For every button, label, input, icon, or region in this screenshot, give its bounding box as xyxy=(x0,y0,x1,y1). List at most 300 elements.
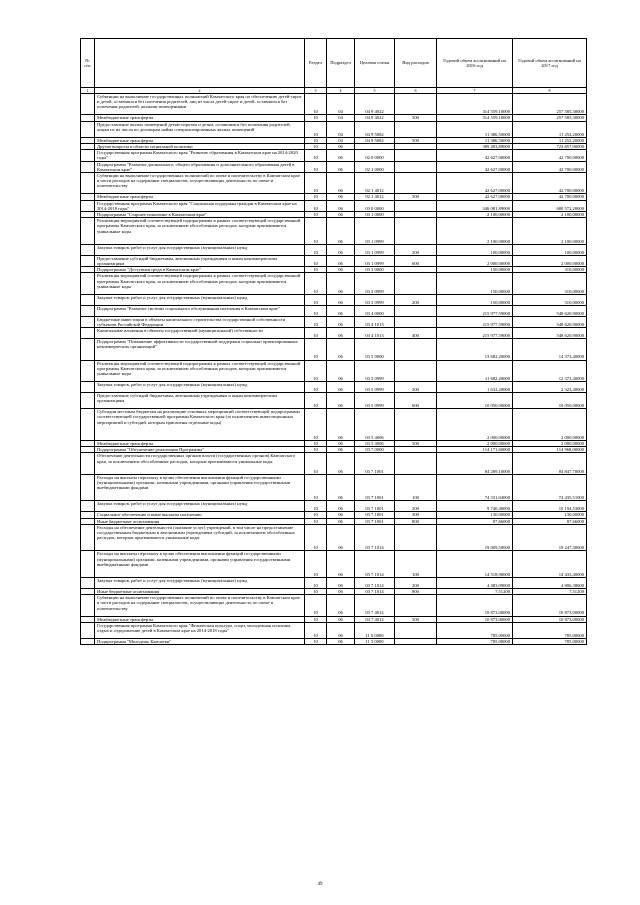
target-article-cell: 03 5 4006 xyxy=(355,440,395,446)
item-name-cell: Субвенции на выполнение государственных полномочий по опеке и попечительству в Камчатском крае в части расходов на содержание специалистов, осуществляющих деятельность по опеке и попечительству xyxy=(95,173,305,194)
column-number: 4 xyxy=(327,88,355,94)
item-name-cell: Другие вопросы в области социальной политики xyxy=(95,143,305,149)
row-number-cell xyxy=(81,381,95,392)
subsection-cell: 06 xyxy=(327,588,355,594)
column-number: 7 xyxy=(437,88,513,94)
target-article-cell: 03 4 1013 xyxy=(355,328,395,339)
item-name-cell: Закупка товаров, работ и услуг для государственных (муниципальных) нужд xyxy=(95,244,305,255)
expense-type-cell xyxy=(395,409,437,441)
amount-2016-cell: 785,00000 xyxy=(437,638,513,644)
subsection-cell: 06 xyxy=(327,381,355,392)
table-row xyxy=(81,392,587,408)
row-number-cell xyxy=(81,501,95,512)
amount-2016-cell: 2 100,00000 xyxy=(437,218,513,245)
section-cell: 10 xyxy=(305,316,327,327)
item-name-cell: Межбюджетные трансферты xyxy=(95,137,305,143)
item-name-cell: Субвенции на выполнение государственных полномочий Камчатского края по обеспечению детей-сирот и детей, оставшихся без попечения родителей, лиц из числа детей-сирот и детей, оставшихся без попечения родителей, жилыми помещениями xyxy=(95,94,305,115)
expense-type-cell xyxy=(395,273,437,294)
amount-2016-cell: 10 050,00000 xyxy=(437,392,513,408)
amount-2017-cell: 310,00000 xyxy=(513,294,587,305)
table-row xyxy=(81,150,587,161)
table-row xyxy=(81,453,587,474)
subsection-cell: 06 xyxy=(327,173,355,194)
expense-type-cell: 200 xyxy=(395,381,437,392)
row-number-cell xyxy=(81,409,95,441)
amount-2017-cell: 130,00000 xyxy=(513,512,587,518)
expense-type-cell: 200 xyxy=(395,294,437,305)
item-name-cell: Бюджетные инвестиции в объекты капитального строительства государственной собственности субъектов Российской Федерации xyxy=(95,316,305,327)
amount-2016-cell: 10 873,00000 xyxy=(437,595,513,616)
item-name-cell: Расходы на обеспечение деятельности (оказание услуг) учреждений, в том числе на предоставление государственным бюджетным и автономным учреждениям субсидий, за исключением обособленных расходов, которым присваиваются уникальные коды xyxy=(95,524,305,551)
item-name-cell: Межбюджетные трансферты xyxy=(95,115,305,121)
section-cell: 10 xyxy=(305,161,327,172)
item-name-cell: Подпрограмма "Развитие дошкольного, общего образования и дополнительного образования детей в Камчатском крае" xyxy=(95,161,305,172)
subsection-cell: 04 xyxy=(327,137,355,143)
amount-2016-cell: 84 289,10000 xyxy=(437,453,513,474)
table-row xyxy=(81,200,587,211)
item-name-cell: Закупка товаров, работ и услуг для государственных (муниципальных) нужд xyxy=(95,381,305,392)
subsection-cell: 06 xyxy=(327,474,355,501)
amount-2016-cell: 11 682,20000 xyxy=(437,360,513,381)
amount-2016-cell: 215 977,59000 xyxy=(437,328,513,339)
amount-2017-cell: 114 968,00000 xyxy=(513,447,587,453)
section-cell: 10 xyxy=(305,305,327,316)
header-cell: Годовой объем ассигнований на 2017 год xyxy=(513,39,587,88)
table-row xyxy=(81,524,587,551)
row-number-cell xyxy=(81,305,95,316)
amount-2016-cell: 130,00000 xyxy=(437,512,513,518)
amount-2016-cell: 114 171,60000 xyxy=(437,447,513,453)
target-article-cell: 02 1 4012 xyxy=(355,194,395,200)
amount-2017-cell: 257 585,30000 xyxy=(513,94,587,115)
target-article-cell: 03 7 1014 xyxy=(355,577,395,588)
header-cell: Вид расходов xyxy=(395,39,437,88)
target-article-cell: 03 5 0999 xyxy=(355,381,395,392)
amount-2016-cell: 9 740,40000 xyxy=(437,501,513,512)
target-article-cell: 03 5 0999 xyxy=(355,360,395,381)
target-article-cell: 03 0 0000 xyxy=(355,200,395,211)
target-article-cell: 04 9 5082 xyxy=(355,121,395,137)
section-cell: 10 xyxy=(305,267,327,273)
amount-2016-cell: 19 009,50000 xyxy=(437,524,513,551)
expense-type-cell: 500 xyxy=(395,137,437,143)
expense-type-cell xyxy=(395,524,437,551)
target-article-cell: 02 1 4012 xyxy=(355,173,395,194)
row-number-cell xyxy=(81,339,95,360)
table-row xyxy=(81,244,587,255)
table-row xyxy=(81,474,587,501)
expense-type-cell xyxy=(395,360,437,381)
table-row xyxy=(81,218,587,245)
subsection-cell: 04 xyxy=(327,121,355,137)
subsection-cell: 06 xyxy=(327,150,355,161)
item-name-cell: Иные бюджетные ассигнования xyxy=(95,518,305,524)
column-number: 3 xyxy=(305,88,327,94)
amount-2017-cell: 2 000,00000 xyxy=(513,409,587,441)
amount-2016-cell: 2 100,00000 xyxy=(437,212,513,218)
amount-2017-cell: 2 100,00000 xyxy=(513,212,587,218)
amount-2017-cell: 310,00000 xyxy=(513,267,587,273)
section-cell: 10 xyxy=(305,212,327,218)
table-row xyxy=(81,409,587,441)
amount-2017-cell: 84 847,70000 xyxy=(513,453,587,474)
section-cell: 10 xyxy=(305,115,327,121)
amount-2017-cell: 11 252,20000 xyxy=(513,121,587,137)
item-name-cell: Предоставление субсидий бюджетным, автономным учреждениям и иным некоммерческим организациям xyxy=(95,392,305,408)
row-number-cell xyxy=(81,316,95,327)
amount-2016-cell: 215 977,59000 xyxy=(437,316,513,327)
subsection-cell: 06 xyxy=(327,161,355,172)
expense-type-cell xyxy=(395,595,437,616)
item-name-cell: Государственная программа Камчатского края "Социальная поддержка граждан в Камчатском крае на 2014-2018 годы" xyxy=(95,200,305,211)
item-name-cell: Иные бюджетные ассигнования xyxy=(95,588,305,594)
subsection-cell: 06 xyxy=(327,595,355,616)
section-cell: 10 xyxy=(305,94,327,115)
table-row xyxy=(81,577,587,588)
subsection-cell: 06 xyxy=(327,409,355,441)
target-article-cell: 04 9 5082 xyxy=(355,137,395,143)
amount-2017-cell: 10 194,53000 xyxy=(513,501,587,512)
item-name-cell: Предоставление жилых помещений детям-сиротам и детям, оставшимся без попечения родителей, лицам из их числа по договорам найма специализированных жилых помещений xyxy=(95,121,305,137)
item-name-cell: Государственная программа Камчатского края "Развитие образования в Камчатском крае на 2014-2020 годы" xyxy=(95,150,305,161)
subsection-cell: 06 xyxy=(327,440,355,446)
row-number-cell xyxy=(81,622,95,638)
row-number-cell xyxy=(81,328,95,339)
item-name-cell: Межбюджетные трансферты xyxy=(95,440,305,446)
item-name-cell: Расходы на выплаты персоналу в целях обеспечения выполнения функций государственными (муниципальными) органами, казенными учреждениями, органами управления государственными внебюджетными фондами xyxy=(95,474,305,501)
section-cell: 10 xyxy=(305,273,327,294)
section-cell: 10 xyxy=(305,360,327,381)
target-article-cell: 03 7 4012 xyxy=(355,616,395,622)
amount-2016-cell: 2 000,00000 xyxy=(437,409,513,441)
expense-type-cell xyxy=(395,638,437,644)
row-number-cell xyxy=(81,638,95,644)
subsection-cell: 06 xyxy=(327,622,355,638)
amount-2017-cell: 42 700,00000 xyxy=(513,161,587,172)
table-row xyxy=(81,305,587,316)
item-name-cell: Межбюджетные трансферты xyxy=(95,616,305,622)
table-header-row xyxy=(81,39,587,88)
row-number-cell xyxy=(81,121,95,137)
table-row xyxy=(81,360,587,381)
expense-type-cell: 200 xyxy=(395,577,437,588)
expense-type-cell: 100 xyxy=(395,551,437,578)
target-article-cell: 03 5 0999 xyxy=(355,392,395,408)
expense-type-cell xyxy=(395,316,437,327)
section-cell: 10 xyxy=(305,551,327,578)
table-row xyxy=(81,328,587,339)
section-cell: 10 xyxy=(305,294,327,305)
amount-2017-cell: 548 620,90000 xyxy=(513,316,587,327)
section-cell: 10 xyxy=(305,447,327,453)
section-cell: 10 xyxy=(305,409,327,441)
amount-2016-cell: 7,51200 xyxy=(437,588,513,594)
row-number-cell xyxy=(81,453,95,474)
target-article-cell: 03 7 1014 xyxy=(355,551,395,578)
amount-2017-cell: 19 247,30000 xyxy=(513,524,587,551)
section-cell: 10 xyxy=(305,595,327,616)
amount-2016-cell: 2 000,00000 xyxy=(437,255,513,266)
item-name-cell: Подпрограмма "Развитие системы социального обслуживания населения в Камчатском крае" xyxy=(95,305,305,316)
amount-2017-cell: 74 435,51000 xyxy=(513,474,587,501)
section-cell: 10 xyxy=(305,440,327,446)
target-article-cell: 03 4 0000 xyxy=(355,305,395,316)
amount-2016-cell: 87,66000 xyxy=(437,518,513,524)
amount-2017-cell: 680 572,20000 xyxy=(513,200,587,211)
amount-2016-cell: 150,00000 xyxy=(437,273,513,294)
header-cell: Годовой объем ассигнований на 2016 год xyxy=(437,39,513,88)
amount-2017-cell: 7,51200 xyxy=(513,588,587,594)
table-body xyxy=(81,94,587,645)
subsection-cell: 06 xyxy=(327,294,355,305)
item-name-cell: Подпрограмма "Доступная среда в Камчатском крае" xyxy=(95,267,305,273)
item-name-cell: Расходы на выплаты персоналу в целях обеспечения выполнения функций государственными (муниципальными) органами, казенными учреждениями, органами управления государственными внебюджетными фондами xyxy=(95,551,305,578)
section-cell: 10 xyxy=(305,501,327,512)
expense-type-cell: 500 xyxy=(395,115,437,121)
subsection-cell: 06 xyxy=(327,328,355,339)
row-number-cell xyxy=(81,577,95,588)
expense-type-cell: 600 xyxy=(395,392,437,408)
item-name-cell: Подпрограмма "Обеспечение реализации Программы" xyxy=(95,447,305,453)
table-row xyxy=(81,501,587,512)
subsection-cell: 04 xyxy=(327,115,355,121)
subsection-cell: 06 xyxy=(327,501,355,512)
amount-2016-cell: 13 682,20000 xyxy=(437,339,513,360)
table-row xyxy=(81,173,587,194)
expense-type-cell xyxy=(395,150,437,161)
row-number-cell xyxy=(81,150,95,161)
subsection-cell: 04 xyxy=(327,94,355,115)
table-row xyxy=(81,381,587,392)
target-article-cell: 03 1 0000 xyxy=(355,212,395,218)
amount-2017-cell: 100,00000 xyxy=(513,244,587,255)
section-cell: 10 xyxy=(305,143,327,149)
subsection-cell: 06 xyxy=(327,392,355,408)
column-number: 2 xyxy=(95,88,305,94)
target-article-cell: 11 0 0000 xyxy=(355,622,395,638)
column-number: 6 xyxy=(395,88,437,94)
amount-2016-cell: 42 627,00000 xyxy=(437,194,513,200)
target-article-cell: 03 1 0999 xyxy=(355,218,395,245)
item-name-cell: Закупка товаров, работ и услуг для государственных (муниципальных) нужд xyxy=(95,577,305,588)
table-row xyxy=(81,94,587,115)
row-number-cell xyxy=(81,244,95,255)
section-cell: 10 xyxy=(305,194,327,200)
section-cell: 10 xyxy=(305,622,327,638)
table-row xyxy=(81,638,587,644)
target-article-cell: 03 3 0999 xyxy=(355,273,395,294)
amount-2017-cell: 14 433,40000 xyxy=(513,551,587,578)
amount-2017-cell: 548 620,90000 xyxy=(513,305,587,316)
item-name-cell: Закупка товаров, работ и услуг для государственных (муниципальных) нужд xyxy=(95,294,305,305)
amount-2017-cell: 42 700,00000 xyxy=(513,194,587,200)
page-number: 49 xyxy=(317,882,323,887)
amount-2016-cell: 314 559,10000 xyxy=(437,94,513,115)
subsection-cell: 06 xyxy=(327,244,355,255)
amount-2016-cell: 11 386,50000 xyxy=(437,121,513,137)
subsection-cell: 06 xyxy=(327,255,355,266)
section-cell: 10 xyxy=(305,173,327,194)
section-cell: 10 xyxy=(305,339,327,360)
column-number: 8 xyxy=(513,88,587,94)
item-name-cell: Реализация мероприятий соответствующей подпрограммы в рамках соответствующей государственной программы Камчатского края, за исключением обособленных расходов, которым присваиваются уникальные коды xyxy=(95,273,305,294)
expense-type-cell xyxy=(395,305,437,316)
column-number: 1 xyxy=(81,88,95,94)
row-number-cell xyxy=(81,595,95,616)
amount-2016-cell: 346 081,89000 xyxy=(437,200,513,211)
amount-2016-cell: 150,00000 xyxy=(437,267,513,273)
item-name-cell: Реализация мероприятий соответствующей подпрограммы в рамках соответствующей государственной программы Камчатского края, за исключением обособленных расходов, которым присваиваются уникальные коды xyxy=(95,218,305,245)
section-cell: 10 xyxy=(305,453,327,474)
amount-2017-cell: 42 700,00000 xyxy=(513,150,587,161)
section-cell: 10 xyxy=(305,577,327,588)
amount-2016-cell: 314 559,10000 xyxy=(437,115,513,121)
amount-2016-cell: 4 483,09000 xyxy=(437,577,513,588)
amount-2017-cell: 11 252,20000 xyxy=(513,137,587,143)
item-name-cell: Реализация мероприятий соответствующей подпрограммы в рамках соответствующей государственной программы Камчатского края, за исключением обособленных расходов, которым присваиваются уникальные коды xyxy=(95,360,305,381)
amount-2017-cell: 548 620,90000 xyxy=(513,328,587,339)
subsection-cell: 06 xyxy=(327,453,355,474)
expense-type-cell: 500 xyxy=(395,440,437,446)
amount-2017-cell: 2 000,00000 xyxy=(513,440,587,446)
document-page xyxy=(80,38,586,645)
subsection-cell: 06 xyxy=(327,143,355,149)
amount-2017-cell: 310,00000 xyxy=(513,273,587,294)
expense-type-cell: 800 xyxy=(395,518,437,524)
expense-type-cell: 200 xyxy=(395,244,437,255)
amount-2016-cell: 11 386,50000 xyxy=(437,137,513,143)
amount-2017-cell: 2 323,40000 xyxy=(513,381,587,392)
amount-2017-cell: 42 700,00000 xyxy=(513,173,587,194)
expense-type-cell xyxy=(395,218,437,245)
target-article-cell: 03 7 1001 xyxy=(355,512,395,518)
table-row xyxy=(81,316,587,327)
item-name-cell: Капитальные вложения в объекты государственной (муниципальной) собственности xyxy=(95,328,305,339)
section-cell: 10 xyxy=(305,518,327,524)
section-cell: 10 xyxy=(305,638,327,644)
amount-2017-cell: 14 373,40000 xyxy=(513,339,587,360)
target-article-cell: 03 7 1001 xyxy=(355,518,395,524)
header-cell: Целевая статья xyxy=(355,39,395,88)
header-cell: Раздел xyxy=(305,39,327,88)
section-cell: 10 xyxy=(305,200,327,211)
amount-2017-cell: 87,66000 xyxy=(513,518,587,524)
amount-2017-cell: 2 000,00000 xyxy=(513,255,587,266)
subsection-cell: 06 xyxy=(327,339,355,360)
expense-type-cell xyxy=(395,622,437,638)
target-article-cell: 02 0 0000 xyxy=(355,150,395,161)
table-row xyxy=(81,339,587,360)
amount-2016-cell: 42 627,00000 xyxy=(437,161,513,172)
amount-2016-cell: 389 403,89000 xyxy=(437,143,513,149)
target-article-cell: 03 3 0999 xyxy=(355,294,395,305)
amount-2017-cell: 257 585,30000 xyxy=(513,115,587,121)
target-article-cell: 03 7 1001 xyxy=(355,501,395,512)
section-cell: 10 xyxy=(305,137,327,143)
amount-2016-cell: 2 000,00000 xyxy=(437,440,513,446)
row-number-cell xyxy=(81,255,95,266)
expense-type-cell xyxy=(395,453,437,474)
subsection-cell: 06 xyxy=(327,577,355,588)
row-number-cell xyxy=(81,273,95,294)
section-cell: 10 xyxy=(305,244,327,255)
item-name-cell: Обеспечение деятельности государственных органов власти (государственных органов) Камчатского края, за исключением обособленных расходов, которым присваиваются уникальные коды xyxy=(95,453,305,474)
subsection-cell: 06 xyxy=(327,638,355,644)
section-cell: 10 xyxy=(305,392,327,408)
amount-2016-cell: 42 627,00000 xyxy=(437,150,513,161)
table-row xyxy=(81,622,587,638)
expense-type-cell: 200 xyxy=(395,501,437,512)
expense-type-cell: 500 xyxy=(395,616,437,622)
target-article-cell: 04 9 4022 xyxy=(355,94,395,115)
target-article-cell: 02 1 0000 xyxy=(355,161,395,172)
amount-2017-cell: 2 100,00000 xyxy=(513,218,587,245)
column-number: 5 xyxy=(355,88,395,94)
row-number-cell xyxy=(81,294,95,305)
section-cell: 10 xyxy=(305,255,327,266)
target-article-cell: 03 7 1001 xyxy=(355,474,395,501)
section-cell: 10 xyxy=(305,381,327,392)
item-name-cell: Подпрограмма "Молодежь Камчатки" xyxy=(95,638,305,644)
expense-type-cell: 300 xyxy=(395,512,437,518)
amount-2016-cell: 1 632,20000 xyxy=(437,381,513,392)
target-article-cell: 03 7 1001 xyxy=(355,453,395,474)
amount-2016-cell: 74 331,04000 xyxy=(437,474,513,501)
table-row xyxy=(81,551,587,578)
target-article-cell: 03 1 0999 xyxy=(355,255,395,266)
expense-type-cell xyxy=(395,94,437,115)
section-cell: 10 xyxy=(305,474,327,501)
expense-type-cell xyxy=(395,161,437,172)
expense-type-cell: 500 xyxy=(395,194,437,200)
subsection-cell: 06 xyxy=(327,447,355,453)
expense-type-cell: 400 xyxy=(395,328,437,339)
item-name-cell: Государственная программа Камчатского края "Физическая культура, спорт, молодежная политика, отдых и оздоровление детей в Камчатском крае на 2014-2018 годы" xyxy=(95,622,305,638)
expense-type-cell xyxy=(395,200,437,211)
expense-type-cell xyxy=(395,173,437,194)
subsection-cell: 06 xyxy=(327,551,355,578)
budget-table xyxy=(80,38,587,645)
item-name-cell: Закупка товаров, работ и услуг для государственных (муниципальных) нужд xyxy=(95,501,305,512)
item-name-cell: Предоставление субсидий бюджетным, автономным учреждениям и иным некоммерческим организациям xyxy=(95,255,305,266)
amount-2016-cell: 785,00000 xyxy=(437,622,513,638)
subsection-cell: 06 xyxy=(327,518,355,524)
section-cell: 10 xyxy=(305,512,327,518)
target-article-cell: 04 9 4022 xyxy=(355,115,395,121)
subsection-cell: 06 xyxy=(327,616,355,622)
section-cell: 10 xyxy=(305,616,327,622)
amount-2017-cell: 785,00000 xyxy=(513,638,587,644)
amount-2017-cell: 723 857,90000 xyxy=(513,143,587,149)
table-row xyxy=(81,161,587,172)
subsection-cell: 06 xyxy=(327,194,355,200)
expense-type-cell: 800 xyxy=(395,588,437,594)
section-cell: 10 xyxy=(305,150,327,161)
target-article-cell: 11 5 0000 xyxy=(355,638,395,644)
table-row xyxy=(81,294,587,305)
amount-2016-cell: 42 627,00000 xyxy=(437,173,513,194)
amount-2016-cell: 14 518,90000 xyxy=(437,551,513,578)
expense-type-cell xyxy=(395,339,437,360)
amount-2017-cell: 10 873,00000 xyxy=(513,595,587,616)
amount-2017-cell: 10 873,00000 xyxy=(513,616,587,622)
row-number-cell xyxy=(81,551,95,578)
row-number-cell xyxy=(81,200,95,211)
item-name-cell: Субвенции на выполнение государственных полномочий по опеке и попечительству в Камчатском крае в части расходов на содержание специалистов, осуществляющих деятельность по опеке и попечительству xyxy=(95,595,305,616)
expense-type-cell: 600 xyxy=(395,255,437,266)
subsection-cell: 06 xyxy=(327,267,355,273)
header-cell: № п/п xyxy=(81,39,95,88)
